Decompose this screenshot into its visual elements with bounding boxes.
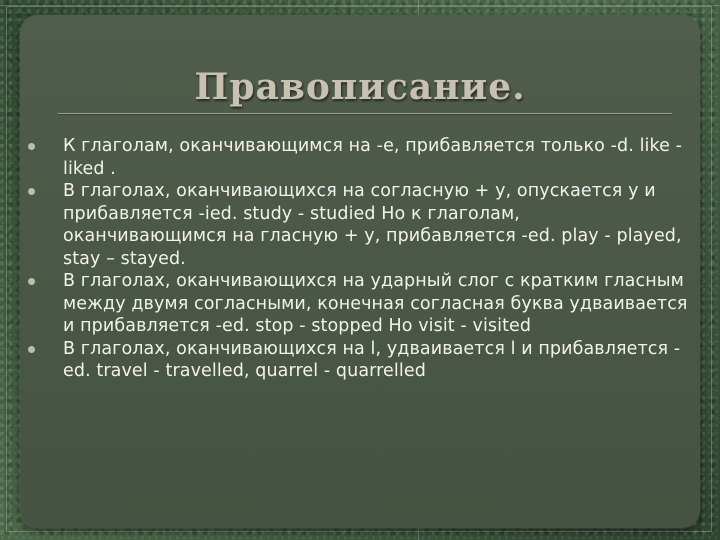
bullet-text: В глаголах, оканчивающихся на l, удваивается l и прибавляется -ed. travel - travelled, quarrel - quarrelled <box>63 338 681 381</box>
bullet-dot-icon <box>28 143 35 150</box>
slide-title: Правописание. <box>194 66 526 108</box>
bullet-item <box>28 135 688 180</box>
bullet-item <box>28 180 688 270</box>
bullet-dot-icon <box>28 188 35 195</box>
bullet-item <box>28 338 688 383</box>
bullet-text: В глаголах, оканчивающихся на ударный слог с кратким гласным между двумя согласными, конечная согласная буква удваивается и прибавляется -ed. stop - stopped Но visit - visited <box>63 271 688 336</box>
bullet-list <box>28 135 688 383</box>
bullet-dot-icon <box>28 346 35 353</box>
bullet-dot-icon <box>28 278 35 285</box>
bullet-text: В глаголах, оканчивающихся на согласную + у, опускается у и прибавляется -ied. study - studied Но к глаголам, оканчивающимся на гласную + у, прибавляется -ed. play - played, stay – stayed. <box>63 181 682 269</box>
title-underline <box>58 113 672 114</box>
bullet-text: К глаголам, оканчивающимся на -е, прибавляется только -d. like - liked . <box>63 136 683 179</box>
bullet-item <box>28 270 688 338</box>
